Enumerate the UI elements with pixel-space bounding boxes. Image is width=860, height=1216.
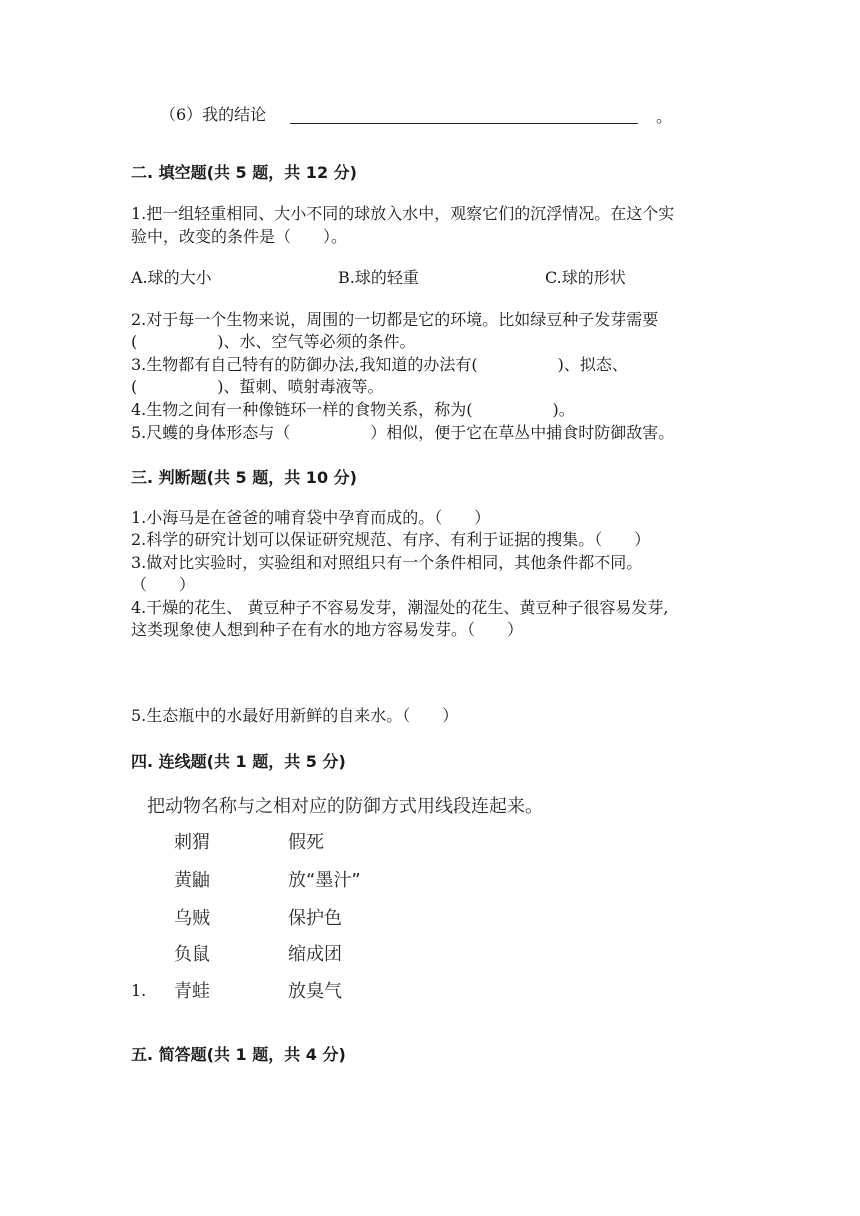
defense-item: 缩成团 (288, 944, 342, 965)
tf-q5: 5.生态瓶中的水最好用新鲜的自来水。（ ） (131, 706, 459, 725)
tf-q3-line2: （ ） (131, 575, 196, 594)
fill-q3-line1: 3.生物都有自己特有的防御办法,我知道的办法有( )、拟态、 (131, 355, 628, 374)
fill-q5: 5.尺蠖的身体形态与（ ）相似，便于它在草丛中捕食时防御敌害。 (131, 423, 675, 442)
defense-item: 假死 (288, 832, 324, 853)
tf-q1: 1.小海马是在爸爸的哺育袋中孕育而成的。（ ） (131, 508, 491, 527)
conclusion-label: （6）我的结论 (160, 105, 267, 124)
fill-q2-line1: 2.对于每一个生物来说，周围的一切都是它的环境。比如绿豆种子发芽需要 (131, 310, 659, 329)
matching-image (130, 786, 570, 1012)
animal-item: 刺猬 (174, 832, 210, 853)
conclusion-period: 。 (656, 107, 673, 126)
tf-q3-line1: 3.做对比实验时，实验组和对照组只有一个条件相同，其他条件都不同。 (131, 553, 643, 572)
tf-q2: 2.科学的研究计划可以保证研究规范、有序、有利于证据的搜集。（ ） (131, 530, 651, 549)
section-heading-true-false: 三. 判断题(共 5 题，共 10 分) (131, 468, 357, 487)
fill-q1-line2: 验中，改变的条件是（ ）。 (131, 227, 348, 246)
conclusion-answer-line (290, 123, 638, 124)
fill-q1-line1: 1.把一组轻重相同、大小不同的球放入水中，观察它们的沉浮情况。在这个实 (131, 204, 675, 223)
fill-q2-line2: ( )、水、空气等必须的条件。 (131, 332, 416, 351)
matching-question-number: 1. (131, 981, 147, 1000)
tf-q4-line2: 这类现象使人想到种子在有水的地方容易发芽。（ ） (131, 620, 524, 639)
tf-q4-line1: 4.干燥的花生、 黄豆种子不容易发芽，潮湿处的花生、黄豆种子很容易发芽, (131, 598, 669, 617)
fill-q3-line2: ( )、蜇刺、喷射毒液等。 (131, 377, 384, 396)
defense-item: 保护色 (288, 908, 342, 929)
fill-q4: 4.生物之间有一种像链环一样的食物关系，称为( )。 (131, 400, 575, 419)
animal-item: 负鼠 (174, 944, 210, 965)
fill-q1-option-c: C.球的形状 (545, 268, 626, 287)
defense-item: 放“墨汁” (288, 870, 361, 891)
animal-item: 青蛙 (174, 981, 210, 1002)
animal-item: 黄鼬 (174, 870, 210, 891)
fill-q1-option-b: B.球的轻重 (338, 268, 419, 287)
section-heading-fill-in: 二. 填空题(共 5 题，共 12 分) (131, 163, 357, 182)
section-heading-short-answer: 五. 简答题(共 1 题，共 4 分) (131, 1045, 346, 1064)
fill-q1-option-a: A.球的大小 (131, 268, 212, 287)
section-heading-matching: 四. 连线题(共 1 题，共 5 分) (131, 752, 346, 771)
matching-instruction: 把动物名称与之相对应的防御方式用线段连起来。 (147, 796, 543, 817)
defense-item: 放臭气 (288, 981, 342, 1002)
animal-item: 乌贼 (174, 908, 210, 929)
